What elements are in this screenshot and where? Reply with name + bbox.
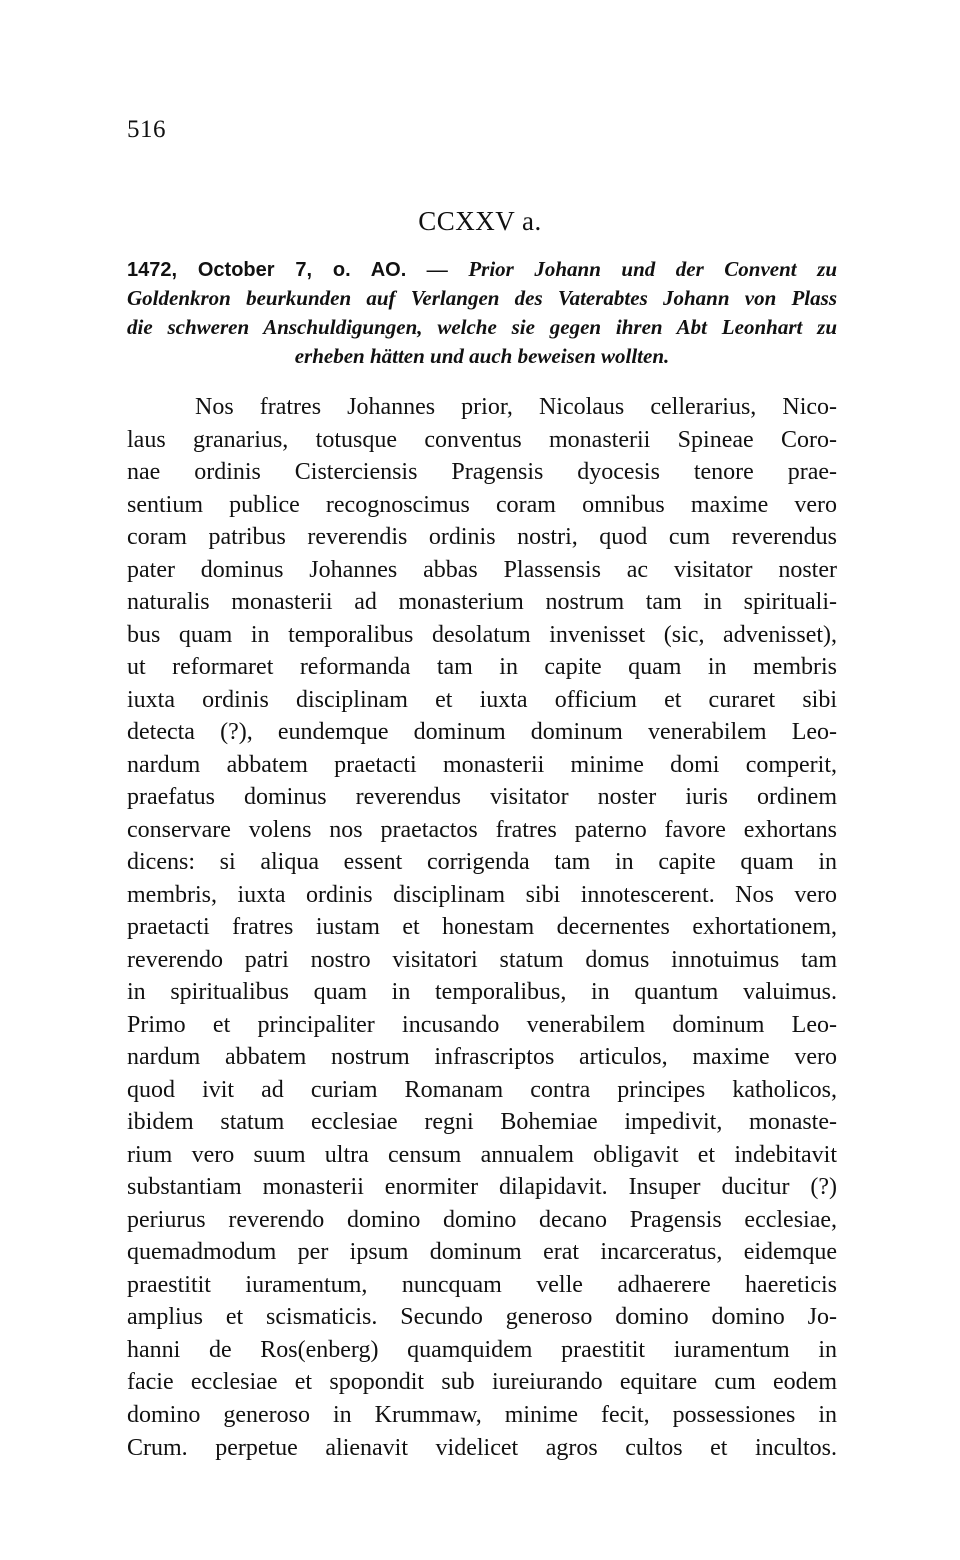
text-line: rium vero suum ultra censum annualem obligavit et indebitavit <box>127 1141 837 1168</box>
text-line: praetacti fratres iustam et honestam decernentes exhortationem, <box>127 914 837 941</box>
text-line: hanni de Ros(enberg) quamquidem praestitit iuramentum in <box>127 1336 837 1363</box>
text-line: laus granarius, totusque conventus monasterii Spineae Coro- <box>127 426 837 453</box>
text-line: praestitit iuramentum, nuncquam velle adhaerere haereticis <box>127 1271 837 1298</box>
text-line: bus quam in temporalibus desolatum invenisset (sic, advenisset), <box>127 621 837 648</box>
regest-line: Goldenkron beurkunden auf Verlangen des Vaterabtes Johann von Plass <box>127 286 837 310</box>
text-line: Primo et principaliter incusando venerabilem dominum Leo- <box>127 1011 837 1038</box>
text-line: pater dominus Johannes abbas Plassensis ac visitator noster <box>127 556 837 583</box>
text-line: sentium publice recognoscimus coram omnibus maxime vero <box>127 491 837 518</box>
text-line: naturalis monasterii ad monasterium nostrum tam in spirituali- <box>127 589 837 616</box>
text-line: ut reformaret reformanda tam in capite quam in membris <box>127 654 837 681</box>
text-line: membris, iuxta ordinis disciplinam sibi innotescerent. Nos vero <box>127 881 837 908</box>
text-line: nardum abbatem nostrum infrascriptos articulos, maxime vero <box>127 1044 837 1071</box>
document-number: CCXXV a. <box>418 206 542 236</box>
text-line: in spiritualibus quam in temporalibus, in quantum valuimus. <box>127 979 837 1006</box>
regest-line-text: — Prior Johann und der Convent zu <box>426 257 837 281</box>
text-line: quod ivit ad curiam Romanam contra principes katholicos, <box>127 1076 837 1103</box>
page-number: 516 <box>127 116 166 143</box>
text-line: domino generoso in Krummaw, minime fecit, possessiones in <box>127 1401 837 1428</box>
text-line: ibidem statum ecclesiae regni Bohemiae impedivit, monaste- <box>127 1109 837 1136</box>
text-line: periurus reverendo domino domino decano Pragensis ecclesiae, <box>127 1206 837 1233</box>
text-line: coram patribus reverendis ordinis nostri, quod cum reverendus <box>127 524 837 551</box>
text-line: nardum abbatem praetacti monasterii minime domi comperit, <box>127 751 837 778</box>
text-line: iuxta ordinis disciplinam et iuxta officium et curaret sibi <box>127 686 837 713</box>
regest <box>127 255 837 371</box>
body-text <box>127 391 837 1464</box>
text-line: Nos fratres Johannes prior, Nicolaus cellerarius, Nico- <box>195 394 837 420</box>
regest-line: die schweren Anschuldigungen, welche sie gegen ihren Abt Leonhart zu <box>127 315 837 339</box>
regest-date: 1472, October 7, o. AO. <box>127 259 407 281</box>
text-line: facie ecclesiae et spopondit sub iureiurando equitare cum eodem <box>127 1369 837 1396</box>
text-line: reverendo patri nostro visitatori statum domus innotuimus tam <box>127 946 837 973</box>
text-line: Crum. perpetue alienavit videlicet agros cultos et incultos. <box>127 1434 837 1461</box>
text-line: dicens: si aliqua essent corrigenda tam in capite quam in <box>127 849 837 876</box>
regest-line <box>127 255 837 284</box>
text-line: quemadmodum per ipsum dominum erat incarceratus, eidemque <box>127 1239 837 1266</box>
text-line: amplius et scismaticis. Secundo generoso domino domino Jo- <box>127 1304 837 1331</box>
text-line: detecta (?), eundemque dominum dominum venerabilem Leo- <box>127 719 837 746</box>
text-line: nae ordinis Cisterciensis Pragensis dyocesis tenore prae- <box>127 459 837 486</box>
text-line: praefatus dominus reverendus visitator noster iuris ordinem <box>127 784 837 811</box>
text-line: substantiam monasterii enormiter dilapidavit. Insuper ducitur (?) <box>127 1174 837 1201</box>
regest-line: erheben hätten und auch beweisen wollten. <box>294 344 670 368</box>
text-line: conservare volens nos praetactos fratres paterno favore exhortans <box>127 816 837 843</box>
